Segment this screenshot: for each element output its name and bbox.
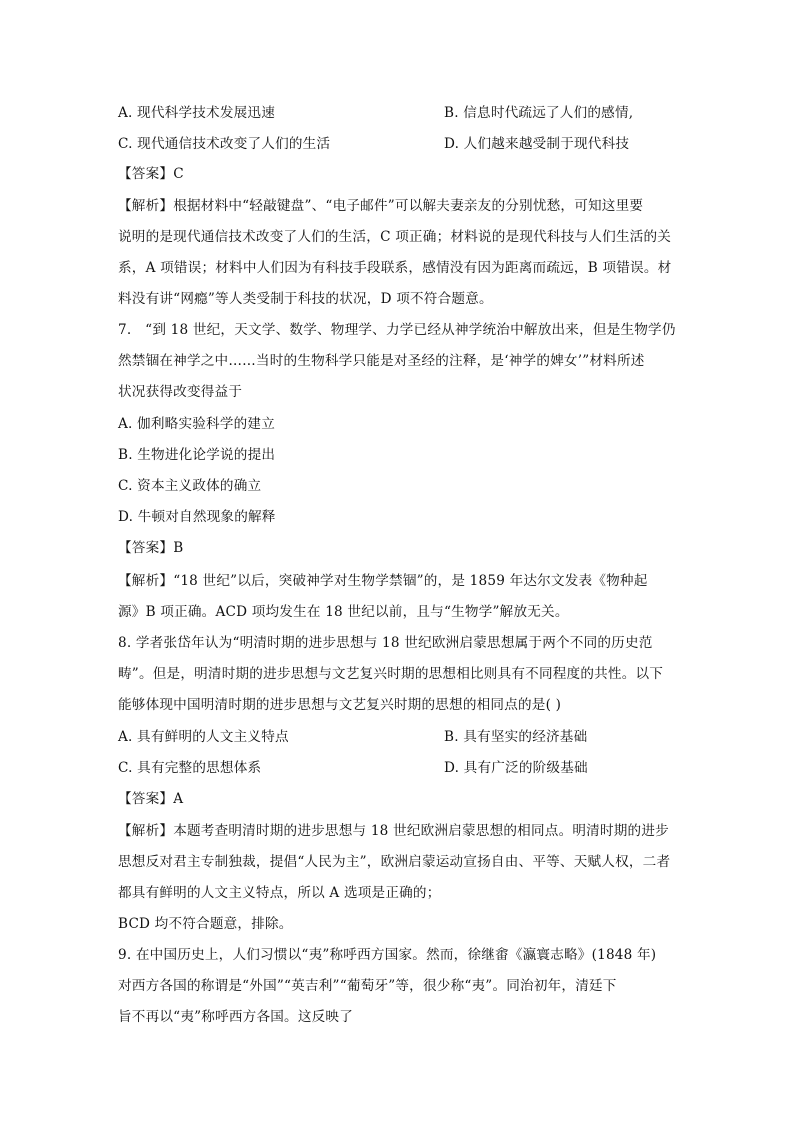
q9-stem-line-2: 对西方各国的称谓是“外国”“英吉利”“葡萄牙”等，很少称“夷”。同治初年，清廷下 bbox=[118, 978, 617, 994]
q7-option-c: C. 资本主义政体的确立 bbox=[118, 478, 262, 494]
q8-analysis-line-4: BCD 均不符合题意，排除。 bbox=[118, 916, 293, 932]
q7-option-b: B. 生物进化论学说的提出 bbox=[118, 447, 276, 463]
analysis-text: 本题考查明清时期的进步思想与 18 世纪欧洲启蒙思想的相同点。明清时期的进步 bbox=[173, 823, 669, 839]
q8-stem-line-1: 8. 学者张岱年认为“明清时期的进步思想与 18 世纪欧洲启蒙思想属于两个不同的历史范 bbox=[118, 635, 653, 651]
answer-label: 【答案】 bbox=[118, 791, 174, 807]
q6-analysis-line-3: 系，A 项错误；材料中人们因为有科技手段联系，感情没有因为距离而疏远，B 项错误。材 bbox=[118, 260, 672, 276]
q6-analysis-line-4: 料没有讲“网瘾”等人类受制于科技的状况，D 项不符合题意。 bbox=[118, 291, 493, 307]
analysis-label: 【解析】 bbox=[118, 823, 174, 839]
q7-analysis-line-2: 源》B 项正确。ACD 项均发生在 18 世纪以前，且与“生物学”解放无关。 bbox=[118, 604, 569, 620]
answer-label: 【答案】 bbox=[118, 540, 174, 556]
answer-value: B bbox=[173, 540, 184, 556]
q8-option-c: C. 具有完整的思想体系 bbox=[118, 760, 262, 776]
q7-stem-line-2: 然禁锢在神学之中……当时的生物科学只能是对圣经的注释，是‘神学的婢女’”材料所述 bbox=[118, 353, 645, 369]
q8-analysis-line-2: 思想反对君主专制独裁，提倡“人民为主”，欧洲启蒙运动宣扬自由、平等、天赋人权，二者 bbox=[118, 854, 671, 870]
analysis-label: 【解析】 bbox=[118, 573, 174, 589]
analysis-label: 【解析】 bbox=[118, 198, 174, 214]
q8-answer bbox=[118, 789, 183, 809]
q6-answer bbox=[118, 164, 184, 184]
q7-option-a: A. 伽利略实验科学的建立 bbox=[118, 416, 275, 432]
analysis-text: 根据材料中“轻敲键盘”、“电子邮件”可以解夫妻亲友的分别忧愁，可知这里要 bbox=[173, 198, 644, 214]
q6-option-d: D. 人们越来越受制于现代科技 bbox=[444, 136, 630, 152]
q6-analysis-line-2: 说明的是现代通信技术改变了人们的生活，C 项正确；材料说的是现代科技与人们生活的关 bbox=[118, 229, 672, 245]
q9-stem-line-1: 9. 在中国历史上，人们习惯以“夷”称呼西方国家。然而，徐继畬《瀛寰志略》(1848 年) bbox=[118, 947, 657, 963]
q6-option-b: B. 信息时代疏远了人们的感情, bbox=[444, 105, 634, 121]
q7-answer bbox=[118, 538, 183, 558]
q7-stem-line-1: 7. “到 18 世纪，天文学、数学、物理学、力学已经从神学统治中解放出来，但是生物学仍 bbox=[118, 322, 676, 338]
q7-analysis-line-1 bbox=[118, 571, 648, 591]
answer-value: C bbox=[173, 166, 184, 182]
q8-stem-line-2: 畴”。但是，明清时期的进步思想与文艺复兴时期的思想相比则具有不同程度的共性。以下 bbox=[118, 666, 664, 682]
q8-option-a: A. 具有鲜明的人文主义特点 bbox=[118, 729, 289, 745]
answer-value: A bbox=[173, 791, 184, 807]
q8-option-b: B. 具有坚实的经济基础 bbox=[444, 729, 588, 745]
q6-option-c: C. 现代通信技术改变了人们的生活 bbox=[118, 136, 331, 152]
answer-label: 【答案】 bbox=[118, 166, 174, 182]
q6-option-a: A. 现代科学技术发展迅速 bbox=[118, 105, 275, 121]
q8-option-d: D. 具有广泛的阶级基础 bbox=[444, 760, 588, 776]
analysis-text: “18 世纪”以后，突破神学对生物学禁锢”的，是 1859 年达尔文发表《物种起 bbox=[173, 573, 648, 589]
q9-stem-line-3: 旨不再以“夷”称呼西方各国。这反映了 bbox=[118, 1009, 353, 1025]
q8-analysis-line-1 bbox=[118, 821, 669, 841]
q8-stem-line-3: 能够体现中国明清时期的进步思想与文艺复兴时期的思想的相同点的是( ) bbox=[118, 697, 562, 713]
q7-option-d: D. 牛顿对自然现象的解释 bbox=[118, 509, 276, 525]
q8-analysis-line-3: 都具有鲜明的人文主义特点，所以 A 选项是正确的； bbox=[118, 885, 441, 901]
q7-stem-line-3: 状况获得改变得益于 bbox=[118, 384, 243, 400]
q6-analysis-line-1 bbox=[118, 196, 643, 216]
